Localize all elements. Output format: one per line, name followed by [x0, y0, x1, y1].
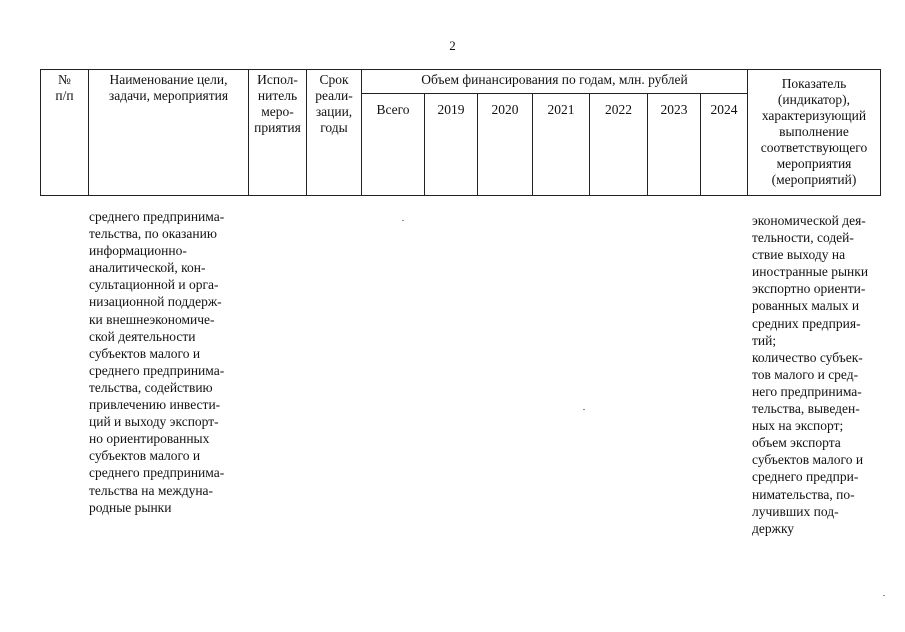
indicator-description-text: экономической дея- тельности, содей- ствие выходу на иностранные рынки экспортно ориенти- рованных малых и средних предприя- тий; количество субъек- тов малого и сред- него предпринима- тельства, выведен- ных на экспорт; объем экспорта субъектов малого и среднего предпри- нимательства, по- лучивших под- держку [752, 213, 869, 536]
page-number: 2 [449, 38, 456, 53]
header-number: № п/п [41, 70, 89, 196]
task-description-text: среднего предпринима- тельства, по оказанию информационно- аналитической, кон- сультационной и орга- низационной поддерж- ки внешнеэкономиче- ской деятельности субъектов малого и среднего предпринима- тельства, содействию привлечению инвести- ций и выходу экспорт- но ориентированных субъектов малого и среднего предпринима- тельства на междуна- родные рынки [89, 209, 225, 515]
header-total: Всего [362, 94, 425, 196]
scan-speck [883, 595, 885, 596]
scan-speck [583, 409, 585, 410]
header-executor: Испол- нитель меро- приятия [249, 70, 307, 196]
table-header [40, 69, 881, 196]
header-name: Наименование цели, задачи, мероприятия [89, 70, 249, 196]
header-year-2023: 2023 [648, 94, 701, 196]
scan-speck [402, 220, 404, 221]
header-year-2019: 2019 [425, 94, 478, 196]
header-financing: Объем финансирования по годам, млн. рублей [362, 70, 748, 94]
header-year-2022: 2022 [590, 94, 648, 196]
header-year-2021: 2021 [533, 94, 590, 196]
header-year-2024: 2024 [701, 94, 748, 196]
header-indicator: Показатель (индикатор), характеризующий выполнение соответствующего мероприятия (мероприятий) [748, 70, 881, 196]
header-term: Срок реали- зации, годы [307, 70, 362, 196]
header-year-2020: 2020 [478, 94, 533, 196]
